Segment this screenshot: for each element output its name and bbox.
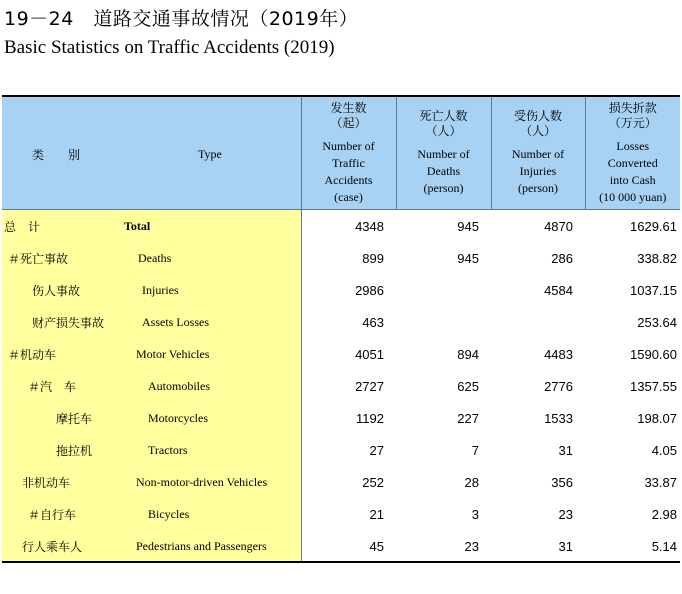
table-row <box>2 498 680 530</box>
cell-losses: 253.64 <box>637 314 677 330</box>
table-row <box>2 370 680 402</box>
cell-deaths: 894 <box>457 346 479 362</box>
table-title-english: Basic Statistics on Traffic Accidents (2019) <box>4 37 335 58</box>
cell-accidents: 45 <box>369 538 384 554</box>
table-row <box>2 530 680 562</box>
cell-losses: 1590.60 <box>630 346 677 362</box>
table-row <box>2 434 680 466</box>
header-injuries: 受伤人数 （人） Number of Injuries (person) <box>491 97 585 210</box>
row-label-cn: 行人乘车人 <box>2 530 120 562</box>
header-category-cn: 类 别 <box>2 97 120 210</box>
cell-deaths: 28 <box>464 474 479 490</box>
cell-losses: 1037.15 <box>630 282 677 298</box>
row-label-cn: 伤人事故 <box>2 274 120 306</box>
row-label-en: Injuries <box>120 274 301 306</box>
row-label-en: Pedestrians and Passengers <box>120 530 301 562</box>
cell-accidents: 1192 <box>356 410 384 426</box>
row-label-en: Assets Losses <box>120 306 301 338</box>
row-label-en: Tractors <box>120 434 301 466</box>
row-label-en: Non-motor-driven Vehicles <box>120 466 301 498</box>
table-row <box>2 466 680 498</box>
row-label-cn: 总 计 <box>2 210 120 243</box>
table-row <box>2 274 680 306</box>
cell-losses: 338.82 <box>637 250 677 266</box>
cell-losses: 5.14 <box>651 538 677 554</box>
cell-losses: 33.87 <box>644 474 677 490</box>
row-label-cn: 摩托车 <box>2 402 120 434</box>
table-title-chinese: 19－24 道路交通事故情况（2019年） <box>4 8 359 30</box>
cell-injuries: 23 <box>558 506 573 522</box>
cell-losses: 1357.55 <box>630 378 677 394</box>
bottom-rule <box>2 561 680 563</box>
row-label-en: Deaths <box>120 242 301 274</box>
cell-accidents: 21 <box>369 506 384 522</box>
table-row <box>2 402 680 434</box>
cell-injuries: 4870 <box>544 218 573 234</box>
traffic-accident-table <box>2 97 680 562</box>
cell-injuries: 356 <box>551 474 573 490</box>
cell-accidents: 2986 <box>355 282 384 298</box>
cell-losses: 1629.61 <box>630 218 677 234</box>
row-label-cn: ＃自行车 <box>2 498 120 530</box>
row-label-en: Bicycles <box>120 498 301 530</box>
cell-accidents: 2727 <box>355 378 384 394</box>
cell-injuries <box>491 306 585 338</box>
cell-deaths <box>396 274 491 306</box>
row-label-cn: ＃机动车 <box>2 338 120 370</box>
cell-accidents: 252 <box>362 474 384 490</box>
cell-accidents: 4348 <box>355 218 384 234</box>
row-label-cn: ＃汽 车 <box>2 370 120 402</box>
row-label-cn: 拖拉机 <box>2 434 120 466</box>
cell-deaths: 945 <box>457 250 479 266</box>
table-row <box>2 210 680 243</box>
cell-injuries: 2776 <box>544 378 573 394</box>
row-label-cn: 财产损失事故 <box>2 306 120 338</box>
header-type-en: Type <box>120 97 301 210</box>
header-row <box>2 97 680 210</box>
row-label-en: Motorcycles <box>120 402 301 434</box>
cell-injuries: 1533 <box>544 410 573 426</box>
cell-accidents: 463 <box>362 314 384 330</box>
row-label-en: Automobiles <box>120 370 301 402</box>
cell-losses: 2.98 <box>651 506 677 522</box>
row-label-en: Motor Vehicles <box>120 338 301 370</box>
cell-deaths <box>396 306 491 338</box>
table-row <box>2 242 680 274</box>
table-row <box>2 338 680 370</box>
cell-accidents: 4051 <box>355 346 384 362</box>
cell-injuries: 4584 <box>544 282 573 298</box>
header-losses: 损失折款 （万元） Losses Converted into Cash (10 000 yuan) <box>585 97 680 210</box>
cell-deaths: 23 <box>464 538 479 554</box>
header-deaths: 死亡人数 （人） Number of Deaths (person) <box>396 97 491 210</box>
cell-injuries: 4483 <box>544 346 573 362</box>
cell-losses: 198.07 <box>637 410 677 426</box>
table-row <box>2 306 680 338</box>
cell-accidents: 27 <box>369 442 384 458</box>
cell-deaths: 3 <box>471 506 479 522</box>
cell-injuries: 31 <box>558 442 573 458</box>
cell-deaths: 7 <box>471 442 479 458</box>
cell-injuries: 286 <box>551 250 573 266</box>
cell-deaths: 945 <box>457 218 479 234</box>
row-label-en: Total <box>120 210 301 243</box>
cell-deaths: 227 <box>457 410 479 426</box>
header-accidents: 发生数 （起） Number of Traffic Accidents (case) <box>301 97 396 210</box>
cell-deaths: 625 <box>457 378 479 394</box>
cell-injuries: 31 <box>558 538 573 554</box>
row-label-cn: ＃死亡事故 <box>2 242 120 274</box>
cell-losses: 4.05 <box>651 442 677 458</box>
row-label-cn: 非机动车 <box>2 466 120 498</box>
cell-accidents: 899 <box>362 250 384 266</box>
